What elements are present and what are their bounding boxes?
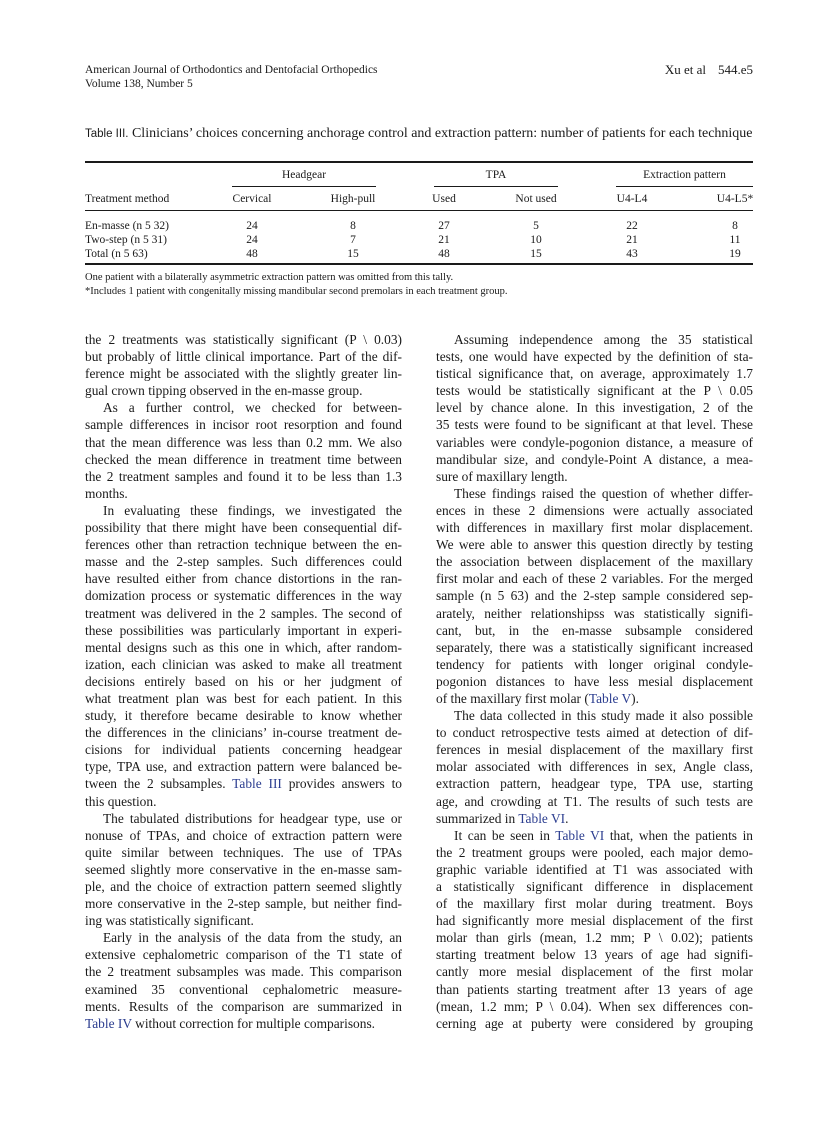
paragraph [85, 331, 402, 399]
paragraph [85, 810, 402, 930]
journal-volume: Volume 138, Number 5 [85, 78, 193, 90]
text-line: 35 tests were found to be significant at that level. These [436, 417, 753, 433]
column-group-header: Headgear [281, 169, 327, 181]
text-line: ing was statistically significant. [85, 913, 254, 929]
table-cell: 19 [729, 248, 741, 260]
table-cell: 43 [626, 248, 638, 260]
text-line: ments. Results of the comparison are summarized in [85, 998, 402, 1014]
text-line: than patients starting treatment after 13 years of age [436, 981, 753, 997]
text-line: cerning age at puberty were considered by grouping [436, 1015, 753, 1031]
text-line: domization process or systematic differences in the way [85, 588, 402, 604]
text-line: Early in the analysis of the data from the study, an [103, 930, 402, 946]
header-rule [85, 210, 753, 211]
table-reference-link[interactable]: Table V [588, 690, 632, 706]
running-header-left [85, 63, 378, 91]
text-line: These findings raised the question of whether differ- [454, 485, 753, 501]
text-line: variables were condyle-pogonion distance, a measure of [436, 434, 753, 450]
text-line: We were able to answer this question directly by testing [436, 537, 753, 553]
table-cell: 27 [438, 220, 450, 232]
row-label: Two-step (n 5 31) [85, 234, 167, 246]
text-line: arately, neither relationshipss was statistically signifi- [436, 605, 753, 621]
column-group-rule [434, 186, 558, 187]
text-line: what treatment plan was best for each patient. In this [85, 690, 402, 706]
text-line: It can be seen in Table VI that, when the patients in [454, 827, 753, 843]
column-header: U4-L5* [716, 193, 754, 205]
text-line: pogonion distances to have less mesial displacement [436, 673, 753, 689]
text-line: the 2 treatment samples and found it to be less than 1.3 [85, 468, 402, 484]
text-line: cant, but, in the en-masse subsample considered [436, 622, 753, 638]
column-header: Used [432, 193, 456, 205]
table-cell: 21 [626, 234, 638, 246]
row-label: En-masse (n 5 32) [85, 220, 169, 232]
text-line: separately, there was a statistically significant increased [436, 639, 753, 655]
text-line: Table IV without correction for multiple comparisons. [85, 1015, 376, 1031]
column-header: Cervical [232, 193, 272, 205]
text-line: that the mean difference was less than 0.2 mm. We also [85, 434, 402, 450]
text-line: but probably of little clinical importance. Part of the dif- [85, 349, 402, 365]
table-cell: 10 [530, 234, 542, 246]
authors: Xu et al [664, 62, 706, 77]
column-group-rule [232, 186, 376, 187]
text-line: study, it therefore became desirable to know whether [85, 708, 402, 724]
text-line: possibility that there might have been consequential dif- [85, 520, 402, 536]
text-line: the 2 treatments was statistically significant (P \ 0.03) [85, 332, 402, 347]
text-line: examined 35 conventional cephalometric measure- [85, 981, 402, 997]
text-line: ple, and the choice of extraction pattern seemed slightly [85, 879, 402, 894]
table-cell: 8 [350, 220, 356, 232]
text-line: decisions entirely based on his or her judgment of [85, 673, 402, 689]
text-line: summarized in Table VI. [436, 810, 569, 826]
text-line: (mean, 1.2 mm; P \ 0.04). When sex differences con- [436, 998, 753, 1014]
text-line: level by chance alone. In this investigation, 2 of the [436, 400, 753, 416]
column-header: High-pull [330, 193, 376, 205]
text-line: ences in these 2 dimensions were actually associated [436, 502, 753, 518]
text-line: this question. [85, 793, 157, 809]
column-group-header: Extraction pattern [643, 169, 726, 181]
text-line: ferences other than retraction technique between the en- [85, 537, 402, 553]
text-line: In evaluating these findings, we investigated the [103, 502, 402, 518]
text-line: quite similar between techniques. The use of TPAs [85, 844, 402, 860]
table-cell: 24 [246, 220, 258, 232]
paragraph [436, 485, 753, 707]
text-line: mandibular size, and condyle-Point A distance, a mea- [436, 451, 753, 467]
text-line: extraction pattern, headgear type, TPA use, starting [436, 776, 753, 792]
text-line: checked the mean difference in treatment time between [85, 451, 402, 467]
column-header: Not used [515, 193, 557, 205]
text-line: these possibilities was particularly important in experi- [85, 622, 402, 638]
text-line: ference might be associated with the slightly greater lin- [85, 366, 402, 382]
text-line: a statistically significant difference in displacement [436, 879, 753, 894]
table-cell: 48 [438, 248, 450, 260]
table-title: Clinicians’ choices concerning anchorage control and extraction pattern: number of patients for each technique [131, 126, 753, 141]
text-line: tendency for patients with longer original condyle- [436, 656, 753, 672]
text-line: sample differences in incisor root resorption and found [85, 417, 402, 433]
text-line: had significantly more mesial displacement of the first [436, 913, 753, 929]
table-footnote: One patient with a bilaterally asymmetric extraction pattern was omitted from this tally. [85, 272, 454, 283]
text-line: mental designs such as this one in which, after random- [85, 639, 402, 655]
table-cell: 8 [732, 220, 738, 232]
column-group-rule [616, 186, 753, 187]
table-footnote: *Includes 1 patient with congenitally missing mandibular second premolars in each treatment group. [85, 286, 508, 297]
text-line: treatment was delivered in the 2 samples. The second of [85, 605, 402, 621]
text-line: with differences in maxillary first molar displacement. [436, 520, 753, 536]
table-label: Table III. [85, 128, 129, 140]
table-reference-link[interactable]: Table VI [518, 810, 566, 826]
text-line: The tabulated distributions for headgear type, use or [103, 810, 402, 826]
paragraph [436, 331, 753, 485]
paragraph [436, 827, 753, 1032]
body-column-right [436, 331, 753, 1032]
text-line: starting treatment below 13 years of age had signifi- [436, 947, 753, 963]
text-line: The data collected in this study made it also possible [454, 708, 753, 724]
text-line: tistical significance that, on average, approximately 1.7 [436, 366, 753, 382]
table-cell: 48 [246, 248, 258, 260]
paragraph [436, 707, 753, 827]
table-cell: 21 [438, 234, 450, 246]
text-line: the association between displacement of the maxillary [436, 554, 753, 570]
text-line: ferences in mesial displacement of the maxillary first [436, 742, 753, 758]
text-line: As a further control, we checked for between- [103, 400, 402, 416]
column-header: Treatment method [85, 193, 170, 205]
table-cell: 11 [729, 234, 741, 246]
paragraph [85, 502, 402, 810]
text-line: cisions for individual patients concerning headgear [85, 742, 402, 758]
text-line: age, and crowding at T1. The results of such tests are [436, 793, 753, 809]
column-group-header: TPA [485, 169, 507, 181]
text-line: masse and the 2-step samples. Such differences could [85, 554, 402, 570]
table-cell: 24 [246, 234, 258, 246]
text-line: molar than girls (mean, 1.2 mm; P \ 0.02); patients [436, 930, 753, 946]
text-line: seemed slightly more conservative in the en-masse sam- [85, 861, 402, 877]
text-line: tests, one would have expected by the definition of sta- [436, 349, 753, 365]
text-line: months. [85, 485, 128, 501]
text-line: of the maxillary first molar during treatment. Boys [436, 896, 753, 912]
text-line: to conduct retrospective tests aimed at detection of dif- [436, 725, 753, 741]
text-line: the differences in the clinicians’ in-course treatment de- [85, 725, 402, 741]
table-reference-link[interactable]: Table III [232, 776, 282, 792]
text-line: tests would be statistically significant at the P \ 0.05 [436, 383, 753, 399]
journal-name: American Journal of Orthodontics and Dentofacial Orthopedics [85, 64, 378, 76]
table-caption [85, 125, 753, 143]
text-line: of the maxillary first molar (Table V). [436, 690, 639, 706]
text-line: first molar and each of these 2 variables. For the merged [436, 571, 753, 587]
text-line: type, TPA use, and extraction pattern were balanced be- [85, 759, 402, 775]
text-line: extensive cephalometric comparison of the T1 state of [85, 947, 402, 963]
text-line: graphic variable identified at T1 was associated with [436, 861, 753, 877]
table-cell: 22 [626, 220, 638, 232]
table-bottom-rule [85, 263, 753, 265]
text-line: the 2 treatment groups were pooled, each major demo- [436, 844, 753, 860]
text-line: gual crown tipping observed in the en-masse group. [85, 383, 363, 399]
text-line: sample (n 5 63) and the 2-step sample considered sep- [436, 588, 753, 604]
text-line: cantly more mesial displacement of the first molar [436, 964, 753, 980]
page-number: 544.e5 [717, 62, 753, 77]
table-cell: 15 [347, 248, 359, 260]
table-reference-link[interactable]: Table IV [85, 1015, 132, 1031]
paragraph [85, 399, 402, 502]
text-line: ization, each clinician was asked to make all treatment [85, 656, 402, 672]
body-column-left [85, 331, 402, 1032]
column-header: U4-L4 [616, 193, 648, 205]
text-line: tween the 2 subsamples. Table III provides answers to [85, 776, 402, 792]
text-line: the 2 treatment subsamples was made. This comparison [85, 964, 402, 980]
table-top-rule [85, 161, 753, 163]
table-cell: 5 [533, 220, 539, 232]
row-label: Total (n 5 63) [85, 248, 148, 260]
table-cell: 7 [350, 234, 356, 246]
table-cell: 15 [530, 248, 542, 260]
text-line: sure of maxillary length. [436, 468, 568, 484]
paragraph [85, 929, 402, 1032]
text-line: have resulted either from chance distortions in the ran- [85, 571, 402, 587]
text-line: more conservative in the 2-step sample, but neither find- [85, 896, 402, 912]
text-line: Assuming independence among the 35 statistical [454, 332, 753, 347]
table-reference-link[interactable]: Table VI [555, 827, 605, 843]
text-line: molar associated with differences in sex, Angle class, [436, 759, 753, 775]
text-line: nonuse of TPAs, and choice of extraction pattern were [85, 827, 402, 843]
running-header-right [665, 63, 753, 77]
